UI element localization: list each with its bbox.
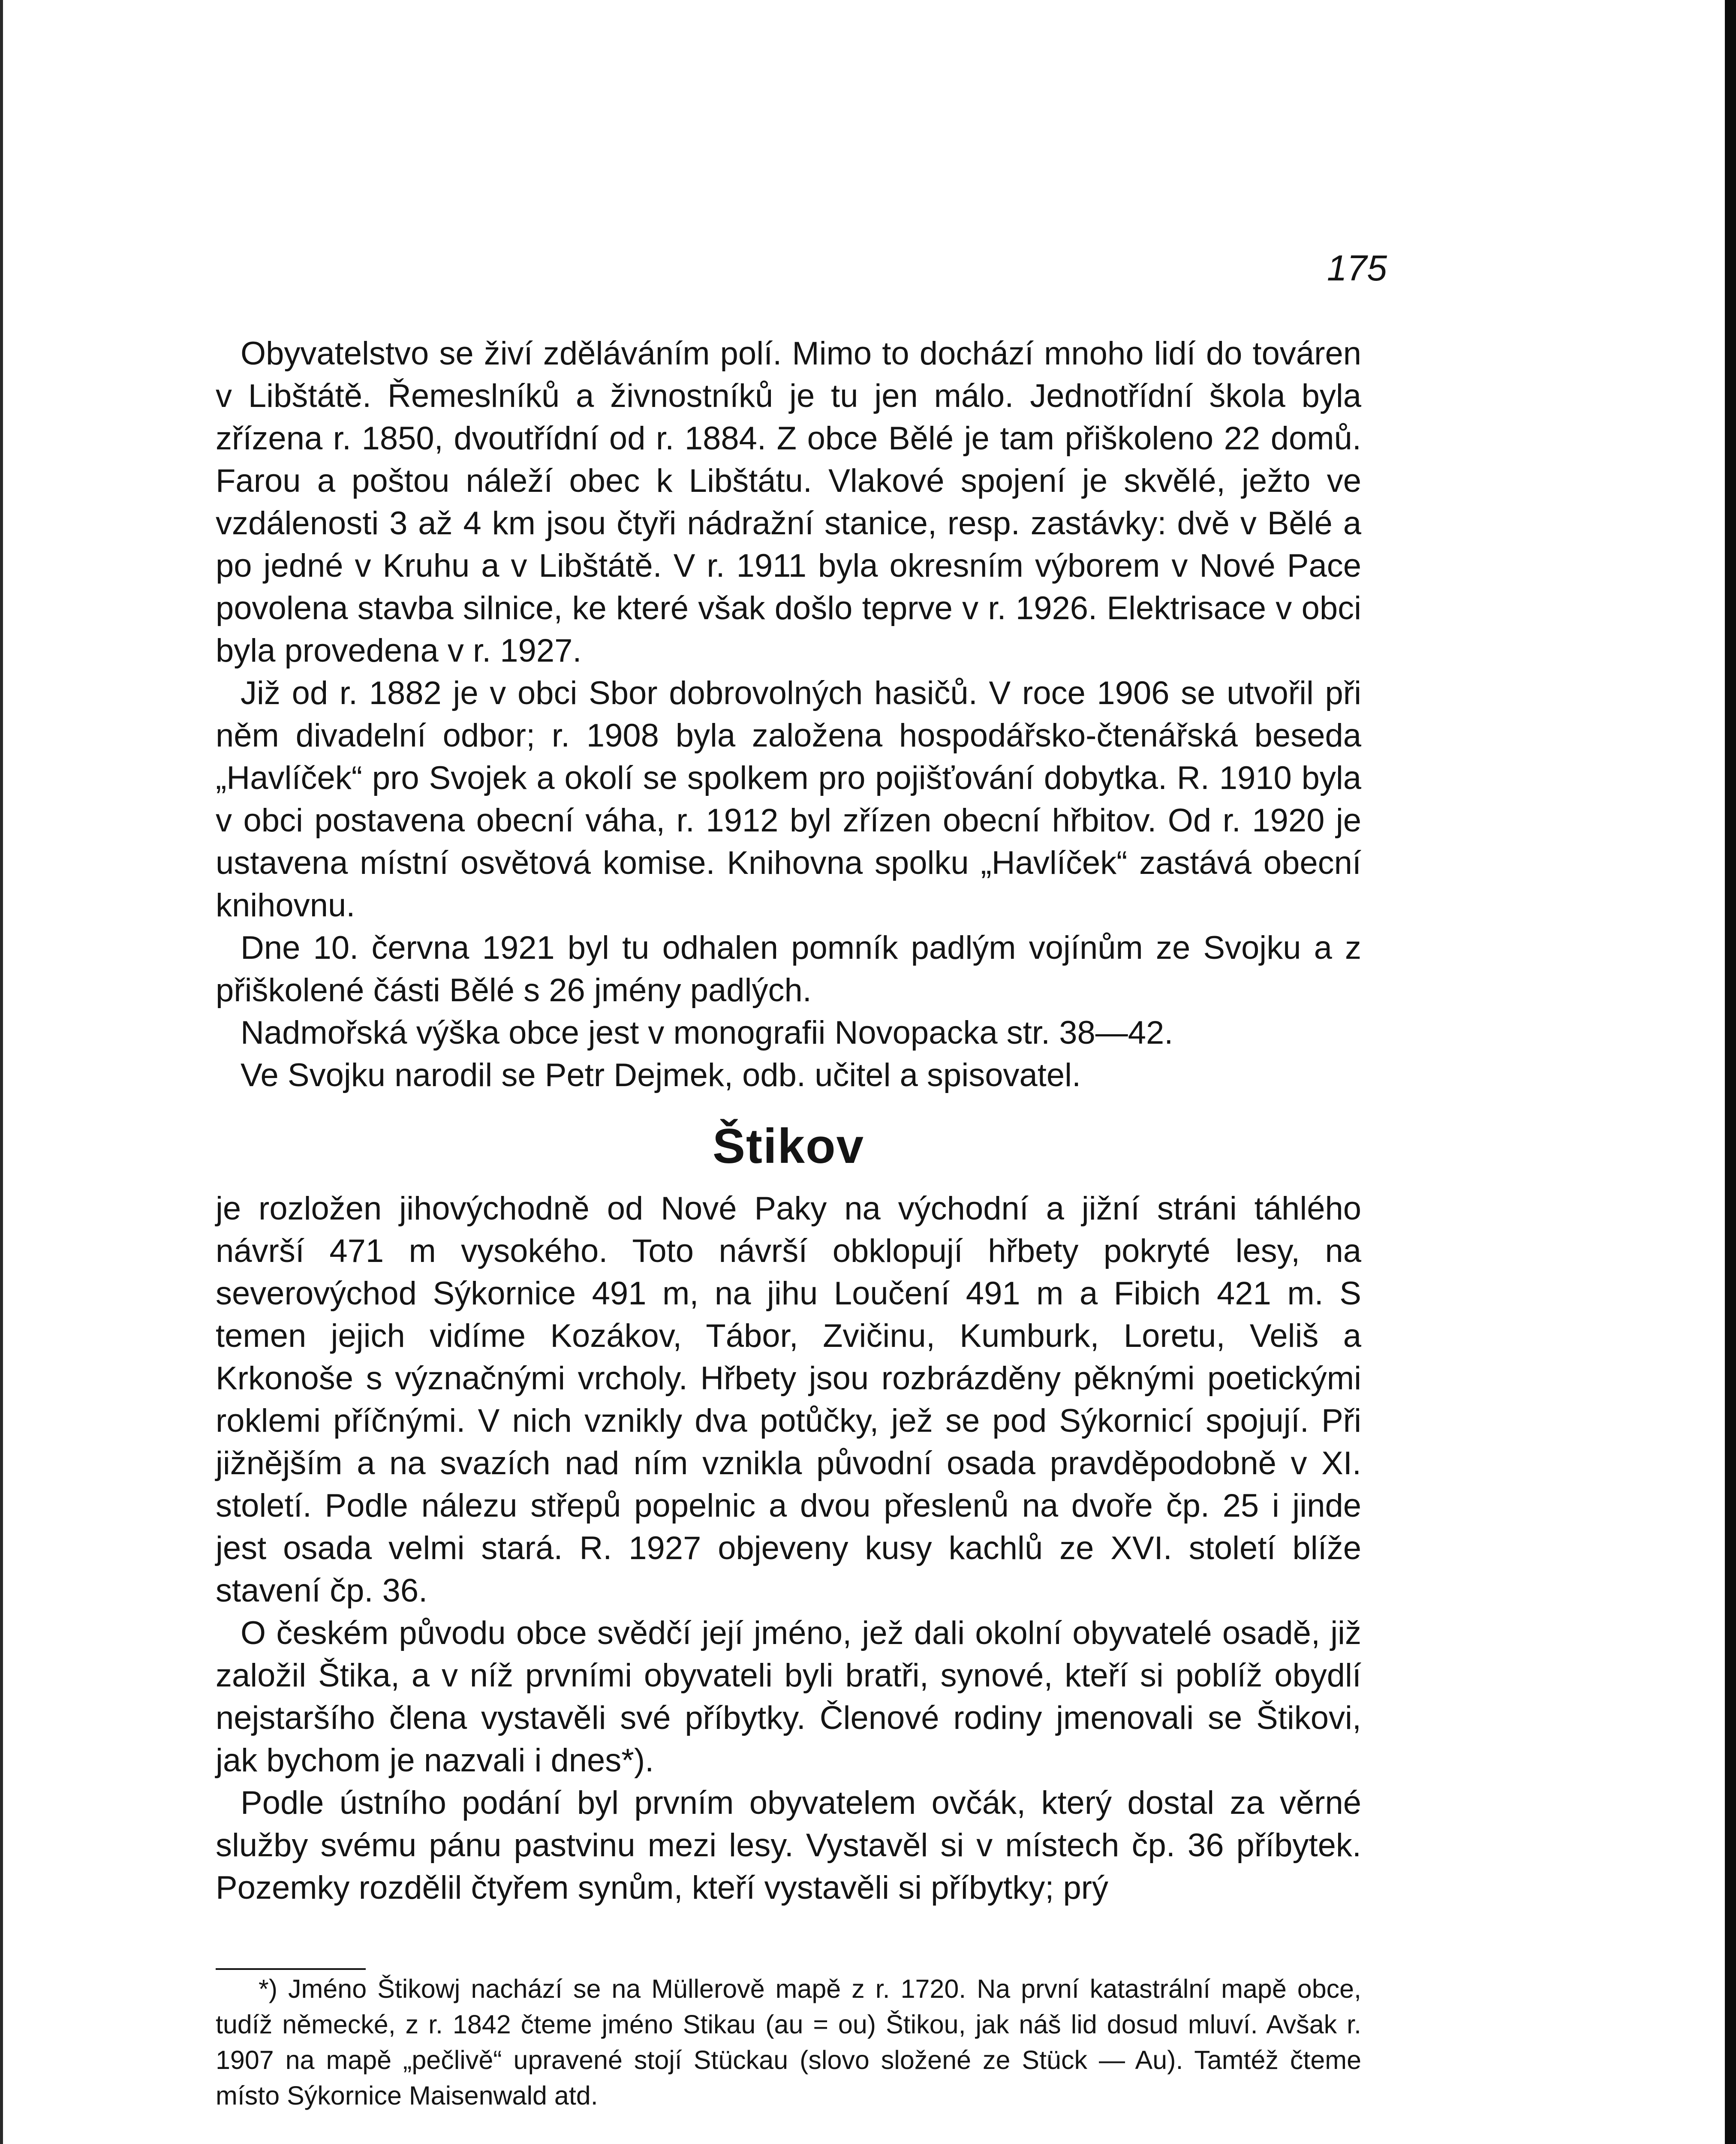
paragraph-memorial: Dne 10. června 1921 byl tu odhalen pomník padlým vojínům ze Svojku a z přiškolené části Bělé s 26 jmény padlých. <box>216 930 1361 1009</box>
paragraph-fire-brigade: Již od r. 1882 je v obci Sbor dobrovolných hasičů. V roce 1906 se utvořil při něm divadelní odbor; r. 1908 byla založena hospodářsko-čtenářská beseda „Havlíček“ pro Svojek a okolí se spolkem pro pojišťování dobytka. R. 1910 byla v obci postavena obecní váha, r. 1912 byl zřízen obecní hřbitov. Od r. 1920 je ustavena místní osvětová komise. Knihovna spolku „Havlíček“ zastává obecní knihovnu. <box>216 675 1361 924</box>
page-number: 175 <box>1327 248 1387 288</box>
scan-edge-right <box>1725 0 1736 2144</box>
footnote-divider <box>216 1968 366 1970</box>
footnote: *) Jméno Štikowj nachází se na Müllerově mapě z r. 1720. Na první katastrální mapě obce, tudíž německé, z r. 1842 čteme jméno Stikau (au = ou) Štikou, jak náš lid dosud mluví. Avšak r. 1907 na mapě „pečlivě“ upravené stojí Stückau (slovo složené ze Stück — Au). Tamtéž čteme místo Sýkornice Maisenwald atd. <box>216 1974 1361 2110</box>
paragraph-notable-person: Ve Svojku narodil se Petr Dejmek, odb. učitel a spisovatel. <box>241 1057 1081 1093</box>
scan-edge-left <box>0 0 3 2144</box>
paragraph-oral-tradition: Podle ústního podání byl prvním obyvatelem ovčák, který dostal za věrné služby svému pánu pastvinu mezi lesy. Vystavěl si v místech čp. 36 příbytek. Pozemky rozdělil čtyřem synům, kteří vystavěli si příbytky; prý <box>216 1785 1361 1906</box>
paragraph-location: je rozložen jihovýchodně od Nové Paky na východní a jižní stráni táhlého návrší 471 m vysokého. Toto návrší obklopují hřbety pokryté lesy, na severovýchod Sýkornice 491 m, na jihu Loučení 491 m a Fibich 421 m. S temen jejich vidíme Kozákov, Tábor, Zvičinu, Kumburk, Loretu, Veliš a Krkonoše s význačnými vrcholy. Hřbety jsou rozbrázděny pěknými poetickými roklemi příčnými. V nich vznikly dva potůčky, jež se pod Sýkornicí spojují. Při jižnějším a na svazích nad ním vznikla původní osada pravděpodobně v XI. století. Podle nálezu střepů popelnic a dvou přeslenů na dvoře čp. 25 i jinde jest osada velmi stará. R. 1927 objeveny kusy kachlů ze XVI. století blíže stavení čp. 36. <box>216 1190 1361 1609</box>
section-title: Štikov <box>712 1119 865 1174</box>
main-text <box>216 332 1361 1909</box>
paragraph-altitude: Nadmořská výška obce jest v monografii Novopacka str. 38—42. <box>241 1015 1173 1051</box>
paragraph-name-origin: O českém původu obce svědčí její jméno, jež dali okolní obyvatelé osadě, již založil Štika, a v níž prvními obyvateli byli bratři, synové, kteří si poblíž obydlí nejstaršího člena vystavěli své příbytky. Členové rodiny jmenovali se Štikovi, jak bychom je nazvali i dnes*). <box>216 1615 1361 1779</box>
paragraph-population: Obyvatelstvo se živí zděláváním polí. Mimo to dochází mnoho lidí do továren v Libštátě. Řemeslníků a živnostníků je tu jen málo. Jednotřídní škola byla zřízena r. 1850, dvoutřídní od r. 1884. Z obce Bělé je tam přiškoleno 22 domů. Farou a poštou náleží obec k Libštátu. Vlakové spojení je skvělé, ježto ve vzdálenosti 3 až 4 km jsou čtyři nádražní stanice, resp. zastávky: dvě v Bělé a po jedné v Kruhu a v Libštátě. V r. 1911 byla okresním výborem v Nové Pace povolena stavba silnice, ke které však došlo teprve v r. 1926. Elektrisace v obci byla provedena v r. 1927. <box>216 335 1361 669</box>
